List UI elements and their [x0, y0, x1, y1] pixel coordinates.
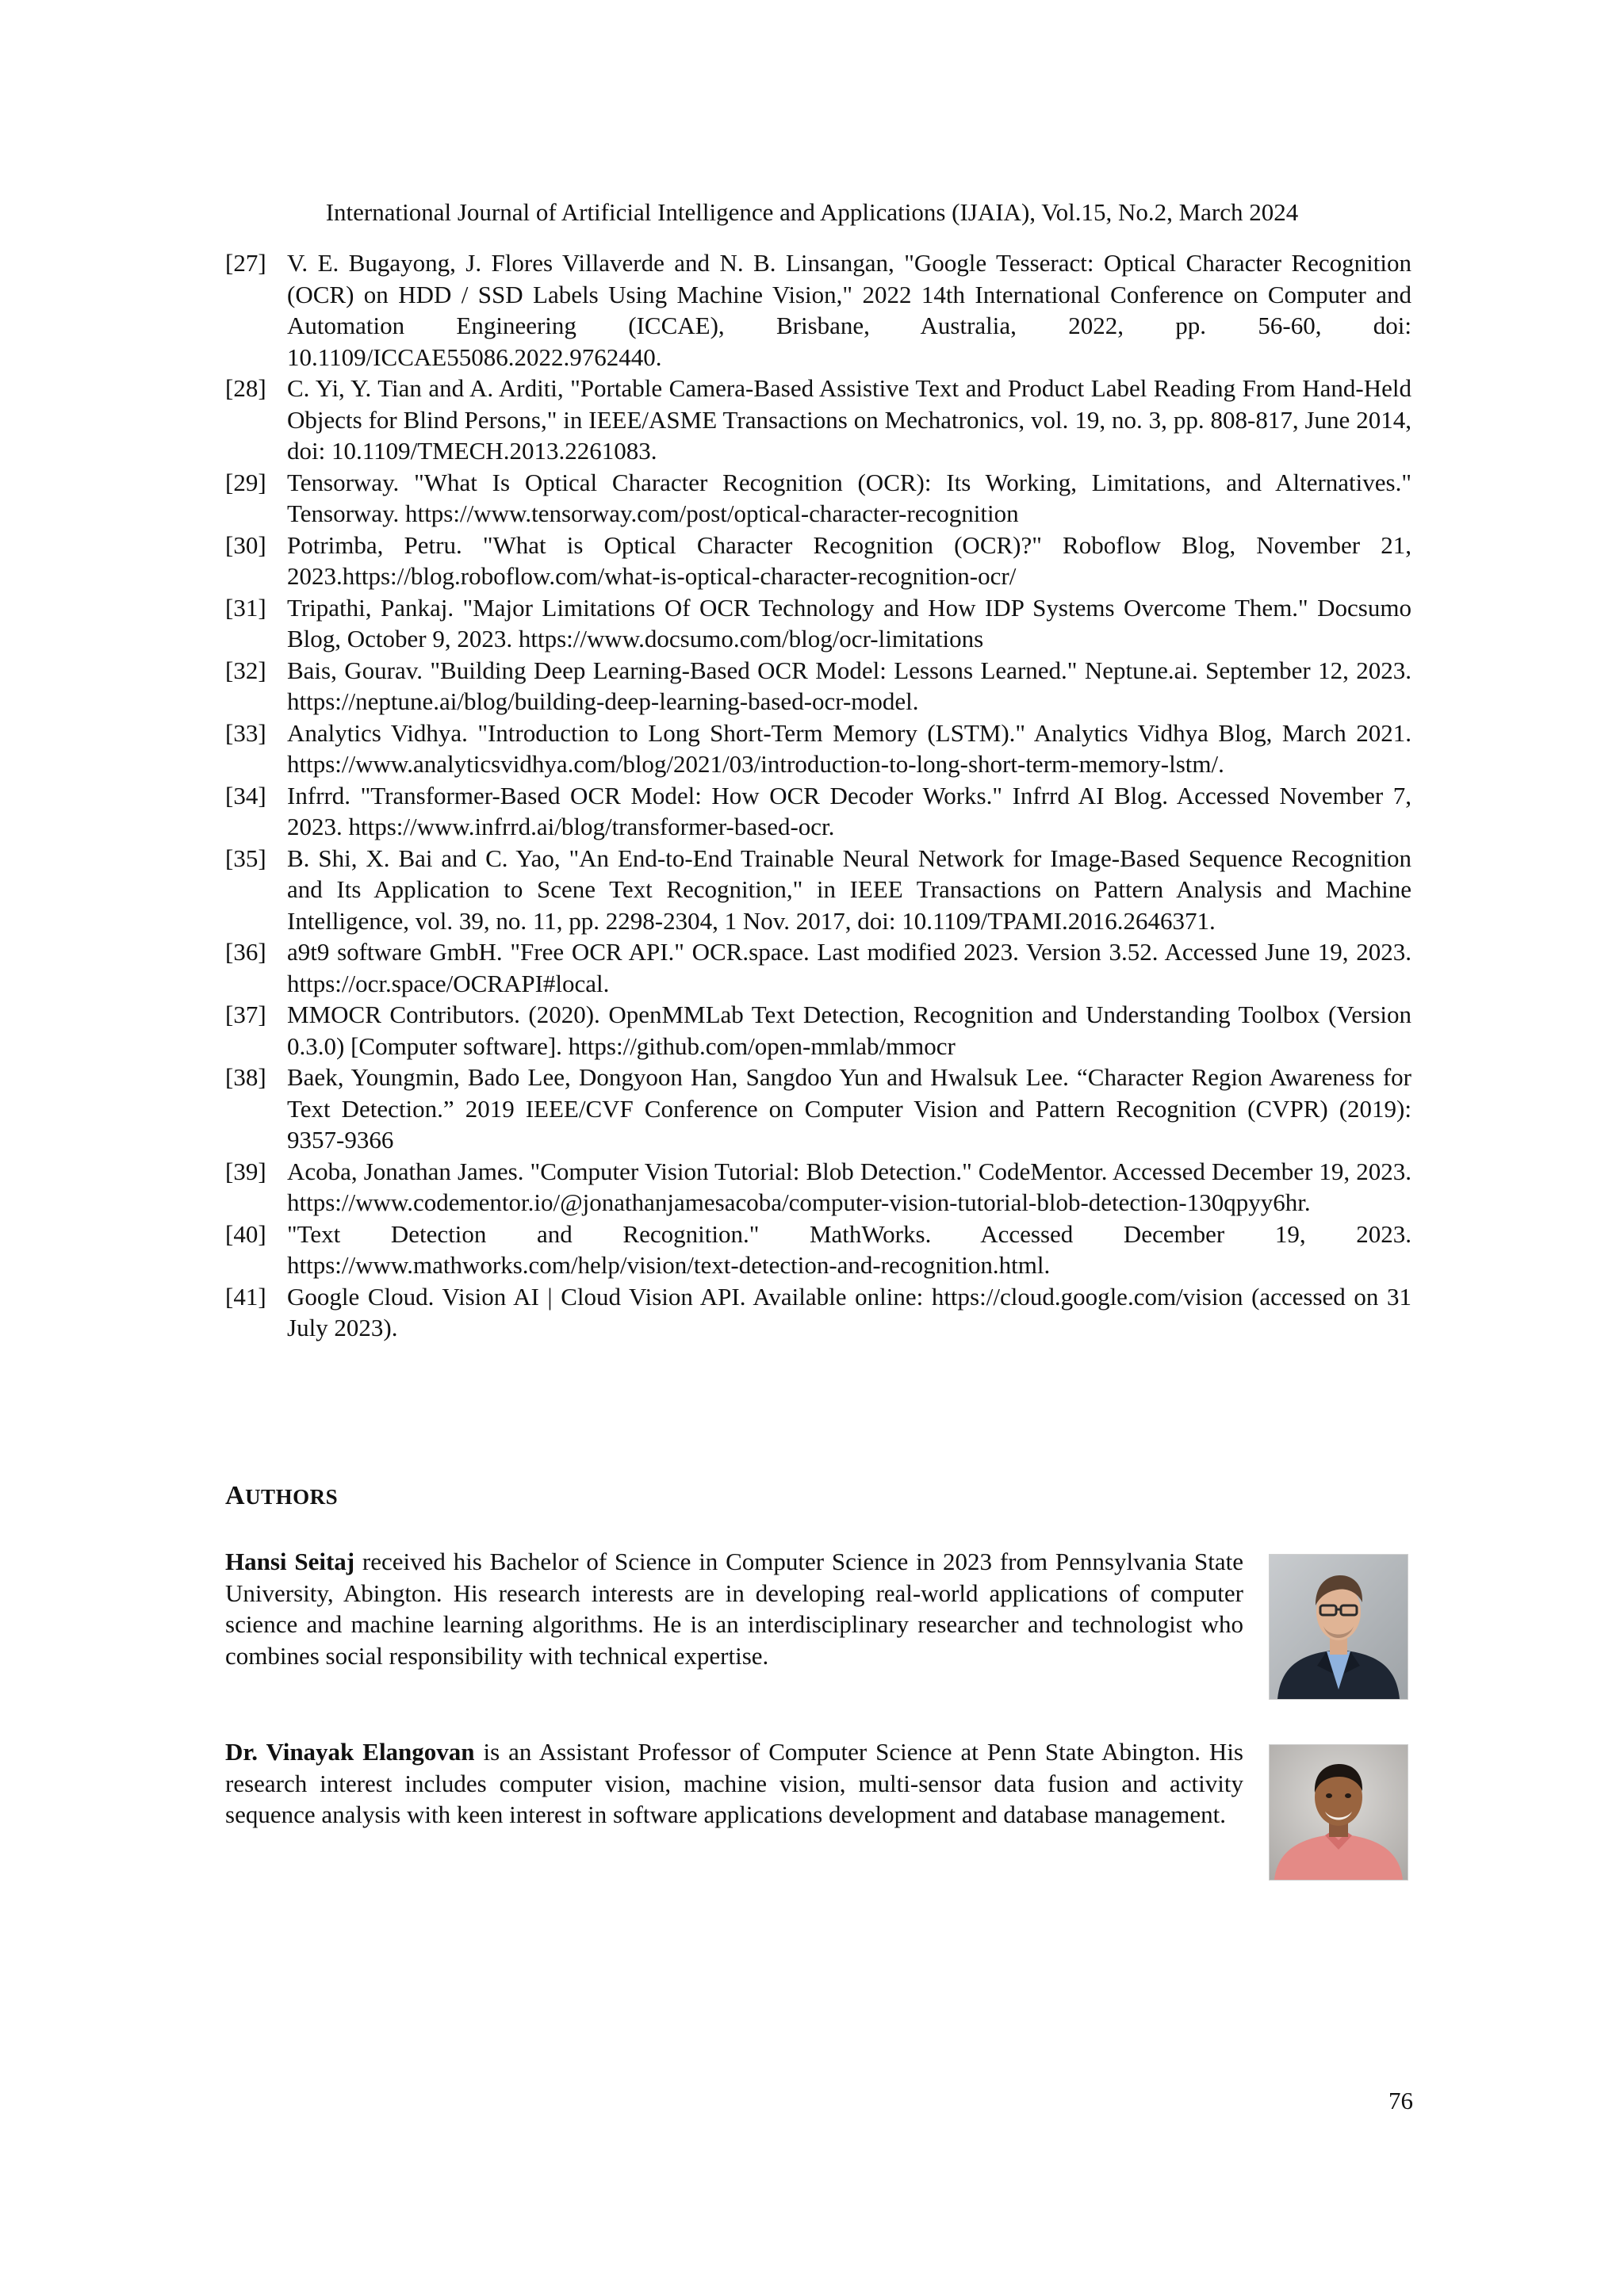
reference-number: [37] — [225, 1001, 266, 1028]
author-bio-text-seitaj: received his Bachelor of Science in Computer Science in 2023 from Pennsylvania State University, Abington. His research interests are in developing real-world applications of computer science and machine learning algorithms. He is an interdisciplinary researcher and technologist who combines social responsibility with technical expertise. — [225, 1548, 1243, 1670]
reference-number: [38] — [225, 1063, 266, 1091]
reference-number: [32] — [225, 656, 266, 684]
author-bio-seitaj — [225, 1546, 1243, 1671]
reference-text: MMOCR Contributors. (2020). OpenMMLab Text Detection, Recognition and Understanding Toolbox (Version 0.3.0) [Computer software]. https://github.com/open-mmlab/mmocr — [287, 1001, 1411, 1060]
reference-text: Google Cloud. Vision AI | Cloud Vision API. Available online: https://cloud.google.com/vision (accessed on 31 July 2023). — [287, 1282, 1411, 1341]
reference-text: Baek, Youngmin, Bado Lee, Dongyoon Han, Sangdoo Yun and Hwalsuk Lee. “Character Region Awareness for Text Detection.” 2019 IEEE/CVF Conference on Computer Vision and Pattern Recognition (CVPR) (2019): 9357-9366 — [287, 1063, 1411, 1154]
reference-item — [225, 1219, 1411, 1281]
reference-item — [225, 999, 1411, 1062]
page-number: 76 — [1388, 2087, 1413, 2114]
reference-item — [225, 655, 1411, 718]
reference-number: [33] — [225, 718, 266, 747]
reference-text: Analytics Vidhya. "Introduction to Long Short-Term Memory (LSTM)." Analytics Vidhya Blog, March 2021. https://www.analyticsvidhya.com/blog/2021/03/introduction-to-long-short-term-memory-lstm/. — [287, 718, 1411, 778]
reference-number: [36] — [225, 938, 266, 966]
reference-item — [225, 1281, 1411, 1344]
reference-number: [35] — [225, 844, 266, 872]
author-photo-seitaj — [1269, 1554, 1408, 1700]
reference-item — [225, 936, 1411, 999]
reference-number: [28] — [225, 374, 266, 402]
running-header: International Journal of Artificial Intelligence and Applications (IJAIA), Vol.15, No.2, March 2024 — [325, 198, 1299, 226]
reference-text: Tensorway. "What Is Optical Character Recognition (OCR): Its Working, Limitations, and Alternatives." Tensorway. https://www.tensorway.com/post/optical-character-recognition — [287, 468, 1411, 527]
author-bio-elangovan — [225, 1736, 1243, 1831]
reference-item — [225, 1156, 1411, 1219]
reference-item — [225, 530, 1411, 592]
authors-heading-rest: UTHORS — [245, 1485, 339, 1509]
reference-text: a9t9 software GmbH. "Free OCR API." OCR.space. Last modified 2023. Version 3.52. Accessed June 19, 2023. https://ocr.space/OCRAPI#local. — [287, 938, 1411, 997]
author-photo-seitaj-image — [1270, 1555, 1408, 1699]
reference-item — [225, 843, 1411, 937]
author-bio-text-elangovan: is an Assistant Professor of Computer Science at Penn State Abington. His research interest includes computer vision, machine vision, multi-sensor data fusion and activity sequence analysis with keen interest in software applications development and database management. — [225, 1738, 1243, 1828]
reference-text: B. Shi, X. Bai and C. Yao, "An End-to-End Trainable Neural Network for Image-Based Sequence Recognition and Its Application to Scene Text Recognition," in IEEE Transactions on Pattern Analysis and Machine Intelligence, vol. 39, no. 11, pp. 2298-2304, 1 Nov. 2017, doi: 10.1109/TPAMI.2016.2646371. — [287, 844, 1411, 935]
reference-item — [225, 718, 1411, 780]
reference-item — [225, 467, 1411, 530]
author-name-elangovan: Dr. Vinayak Elangovan — [225, 1738, 475, 1766]
reference-number: [39] — [225, 1157, 266, 1185]
reference-text: Acoba, Jonathan James. "Computer Vision Tutorial: Blob Detection." CodeMentor. Accessed December 19, 2023. https://www.codementor.io/@jonathanjamesacoba/computer-vision-tutorial-blob-detection-130qpyy6hr. — [287, 1157, 1411, 1216]
reference-text: "Text Detection and Recognition." MathWorks. Accessed December 19, 2023. https://www.mathworks.com/help/vision/text-detection-and-recognition.html. — [287, 1219, 1411, 1279]
authors-heading — [225, 1481, 338, 1511]
reference-text: Infrrd. "Transformer-Based OCR Model: How OCR Decoder Works." Infrrd AI Blog. Accessed November 7, 2023. https://www.infrrd.ai/blog/transformer-based-ocr. — [287, 781, 1411, 840]
reference-item — [225, 592, 1411, 655]
reference-text: V. E. Bugayong, J. Flores Villaverde and N. B. Linsangan, "Google Tesseract: Optical Character Recognition (OCR) on HDD / SSD Labels Using Machine Vision," 2022 14th International Conference on Computer and Automation Engineering (ICCAE), Brisbane, Australia, 2022, pp. 56-60, doi: 10.1109/ICCAE55086.2022.9762440. — [287, 249, 1411, 371]
reference-item — [225, 373, 1411, 467]
reference-number: [34] — [225, 781, 266, 809]
reference-text: C. Yi, Y. Tian and A. Arditi, "Portable Camera-Based Assistive Text and Product Label Reading From Hand-Held Objects for Blind Persons," in IEEE/ASME Transactions on Mechatronics, vol. 19, no. 3, pp. 808-817, June 2014, doi: 10.1109/TMECH.2013.2261083. — [287, 374, 1411, 465]
reference-item — [225, 1062, 1411, 1156]
reference-number: [41] — [225, 1282, 266, 1311]
reference-number: [29] — [225, 468, 266, 496]
author-photo-elangovan — [1269, 1744, 1408, 1881]
reference-text: Bais, Gourav. "Building Deep Learning-Based OCR Model: Lessons Learned." Neptune.ai. September 12, 2023. https://neptune.ai/blog/building-deep-learning-based-ocr-model. — [287, 656, 1411, 715]
reference-number: [31] — [225, 593, 266, 622]
reference-item — [225, 247, 1411, 373]
author-name-seitaj: Hansi Seitaj — [225, 1548, 355, 1575]
reference-number: [27] — [225, 249, 266, 277]
reference-item — [225, 780, 1411, 843]
author-photo-elangovan-image — [1270, 1745, 1408, 1880]
reference-text: Tripathi, Pankaj. "Major Limitations Of OCR Technology and How IDP Systems Overcome Them." Docsumo Blog, October 9, 2023. https://www.docsumo.com/blog/ocr-limitations — [287, 593, 1411, 652]
reference-text: Potrimba, Petru. "What is Optical Character Recognition (OCR)?" Roboflow Blog, November 21, 2023.https://blog.roboflow.com/what-is-optical-character-recognition-ocr/ — [287, 530, 1411, 590]
reference-list — [225, 247, 1411, 1344]
reference-number: [40] — [225, 1219, 266, 1248]
authors-heading-initial: A — [225, 1481, 246, 1510]
reference-number: [30] — [225, 530, 266, 559]
